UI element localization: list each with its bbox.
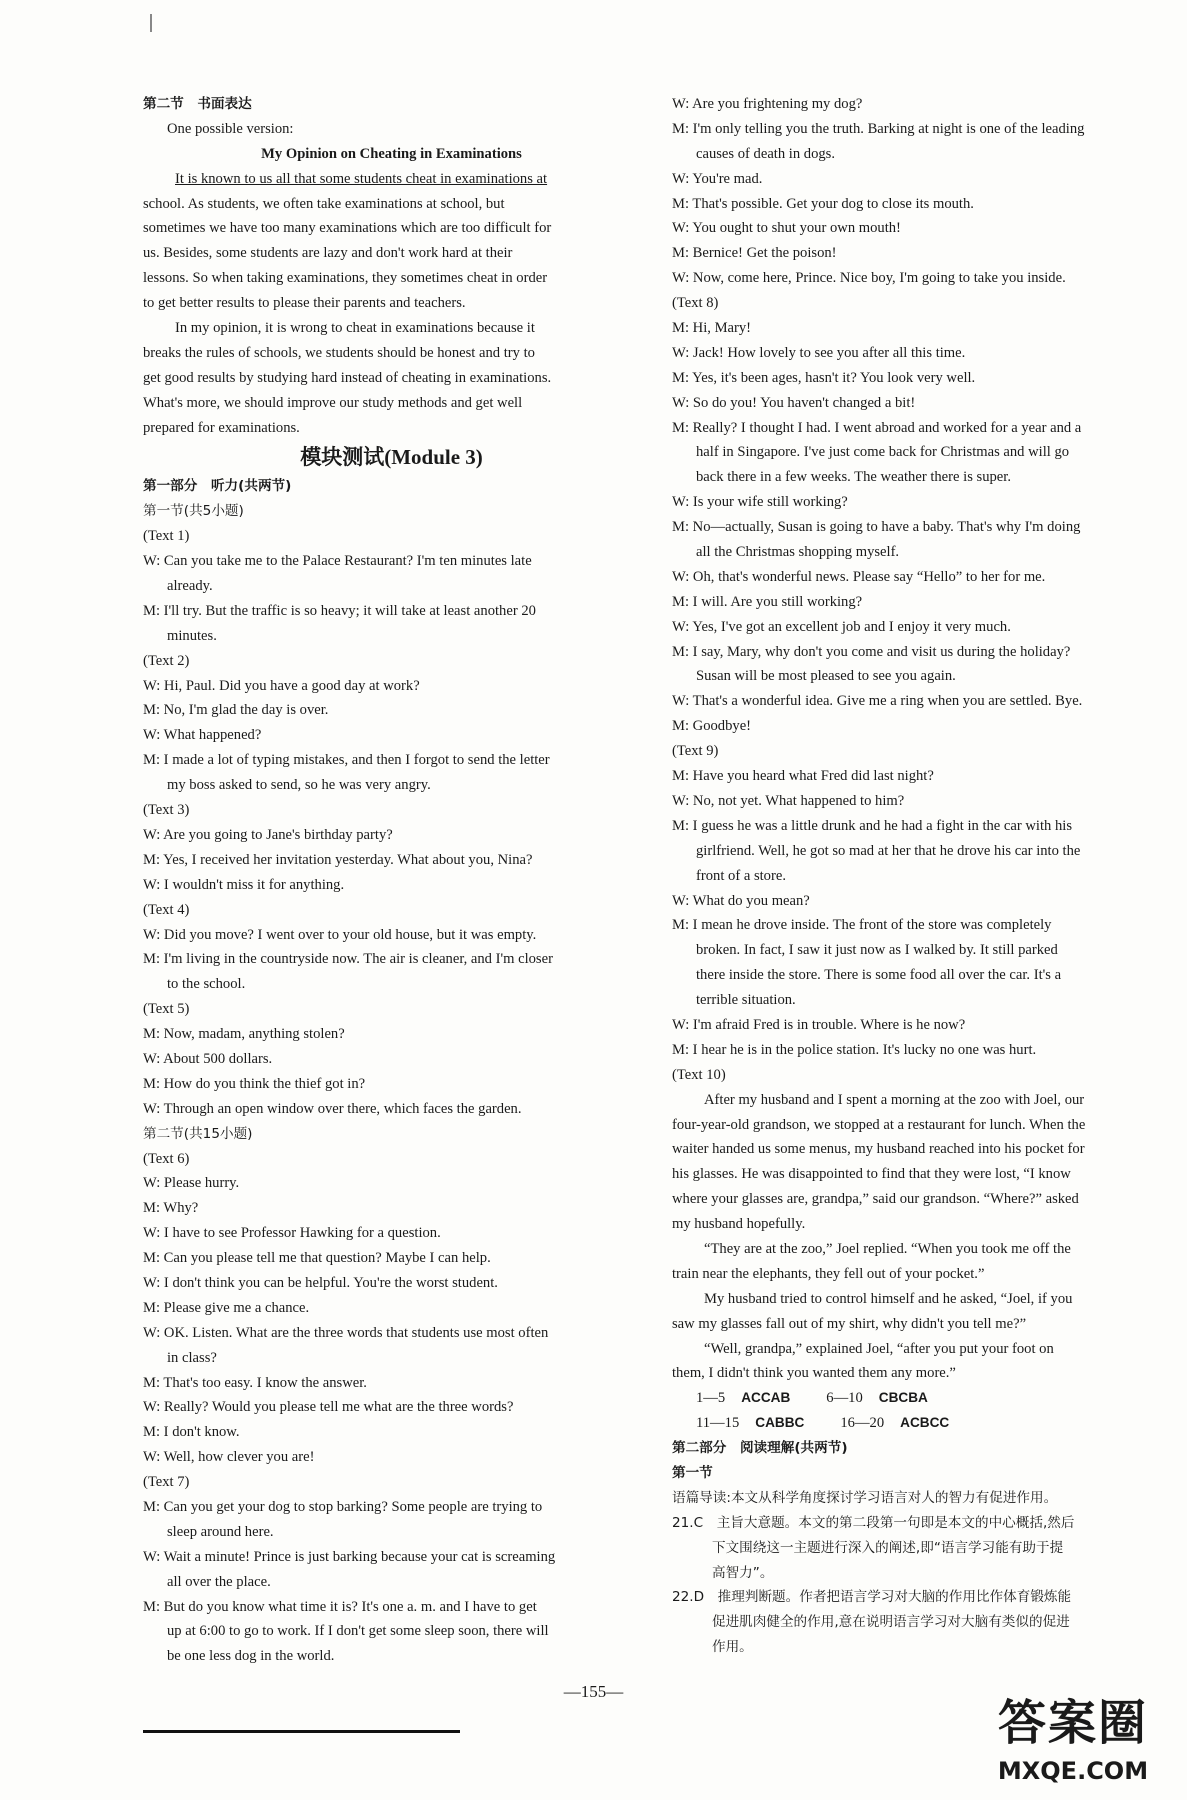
text-line: W: You're mad. [672,170,763,187]
text-line: girlfriend. Well, he got so mad at her that he drove his car into the [696,842,1081,859]
text-line: four-year-old grandson, we stopped at a restaurant for lunch. When the [672,1116,1086,1133]
text-line: lessons. So when taking examinations, they sometimes cheat in order [143,270,548,287]
text-line: minutes. [167,627,217,644]
text-line: to the school. [167,976,246,993]
text-line: (Text 10) [672,1066,726,1083]
text-line: up at 6:00 to go to work. If I don't get some sleep soon, there will [167,1623,549,1640]
text-line: M: I'll try. But the traffic is so heavy; it will take at least another 20 [143,602,536,619]
text-line: waiter handed us some menus, my husband reached into his pocket for [672,1141,1085,1158]
answer-range: 1—5 [696,1390,726,1407]
text-line: there inside the store. There is some food all over the car. It's a [696,967,1062,984]
text-line: half in Singapore. I've just come back for Christmas and will go [696,444,1070,461]
text-line: back there in a few weeks. The weather there is super. [696,469,1011,486]
text-line: M: I hear he is in the police station. It's lucky no one was hurt. [672,1041,1037,1058]
text-line: W: OK. Listen. What are the three words that students use most often [143,1324,549,1341]
text-line: 第一部分 听力(共两节) [143,478,292,495]
text-line: My husband tried to control himself and he asked, “Joel, if you [704,1290,1073,1307]
text-line: M: Can you get your dog to stop barking? Some people are trying to [143,1498,543,1515]
text-line: W: Now, come here, Prince. Nice boy, I'm going to take you inside. [672,270,1066,287]
text-line: W: I'm afraid Fred is in trouble. Where is he now? [672,1016,966,1033]
text-line: After my husband and I spent a morning at the zoo with Joel, our [704,1091,1085,1108]
text-line: M: Have you heard what Fred did last night? [672,768,934,785]
text-line: “They are at the zoo,” Joel replied. “When you took me off the [704,1240,1071,1257]
text-line: 第二节 书面表达 [143,96,252,112]
text-line: front of a store. [696,867,786,884]
text-line: M: How do you think the thief got in? [143,1075,366,1092]
bottom-rule [143,1730,460,1733]
text-line: M: That's possible. Get your dog to close its mouth. [672,195,974,212]
text-line: M: Bernice! Get the poison! [672,245,837,262]
text-line: W: So do you! You haven't changed a bit! [672,394,916,411]
answer-key-row [672,1386,1177,1411]
left-column [143,92,640,1669]
watermark-url: MXQE.COM [997,1757,1149,1785]
text-line: W: I have to see Professor Hawking for a question. [143,1225,441,1242]
text-line: them, I didn't think you wanted them any more.” [672,1365,956,1382]
text-line: (Text 3) [143,802,190,819]
text-line: (Text 2) [143,652,190,669]
text-line: W: Is your wife still working? [672,494,848,511]
text-line: M: Now, madam, anything stolen? [143,1026,345,1043]
text-line: (Text 8) [672,295,719,312]
text-line: my boss asked to send, so he was very angry. [167,777,431,794]
text-line: 促进肌肉健全的作用,意在说明语言学习对大脑有类似的促进 [712,1614,1070,1631]
text-line: sometimes we have too many examinations which are too difficult for [143,220,552,237]
text-line: to get better results to please their parents and teachers. [143,295,466,312]
text-line: W: Are you frightening my dog? [672,96,863,112]
text-line: M: Why? [143,1200,199,1217]
text-line: (Text 5) [143,1001,190,1018]
text-line: In my opinion, it is wrong to cheat in examinations because it [175,320,535,337]
text-line: 下文围绕这一主题进行深入的阐述,即“语言学习能有助于提 [712,1539,1064,1556]
text-line: causes of death in dogs. [696,145,836,162]
text-line: M: But do you know what time it is? It's one a. m. and I have to get [143,1598,537,1615]
text-line: W: That's a wonderful idea. Give me a ring when you are settled. Bye. [672,693,1083,710]
text-line: W: I don't think you can be helpful. You're the worst student. [143,1274,498,1291]
text-line: W: What happened? [143,727,262,744]
text-line: W: No, not yet. What happened to him? [672,792,905,809]
text-line: W: Wait a minute! Prince is just barking because your cat is screaming [143,1548,556,1565]
scan-mark [150,14,152,32]
text-line: It is known to us all that some students cheat in examinations at [175,170,548,187]
right-column [672,92,1177,1660]
text-line: sleep around here. [167,1523,274,1540]
text-line: 21.C 主旨大意题。本文的第二段第一句即是本文的中心概括,然后 [672,1514,1075,1531]
text-line: W: You ought to shut your own mouth! [672,220,901,237]
text-line: (Text 7) [143,1474,190,1491]
text-line: M: Yes, I received her invitation yesterday. What about you, Nina? [143,851,533,868]
text-line: 语篇导读:本文从科学角度探讨学习语言对人的智力有促进作用。 [672,1489,1058,1506]
text-line: W: Yes, I've got an excellent job and I enjoy it very much. [672,618,1011,635]
text-line: M: I don't know. [143,1424,240,1441]
text-line: M: Please give me a chance. [143,1299,310,1316]
text-line: terrible situation. [696,992,796,1009]
text-line: W: About 500 dollars. [143,1050,273,1067]
text-line: 第二部分 阅读理解(共两节) [672,1440,848,1457]
text-line: W: Can you take me to the Palace Restaurant? I'm ten minutes late [143,553,532,570]
text-line: 22.D 推理判断题。作者把语言学习对大脑的作用比作体育锻炼能 [672,1589,1072,1606]
text-line: M: No, I'm glad the day is over. [143,702,329,719]
text-line: M: That's too easy. I know the answer. [143,1374,367,1391]
text-line: M: I will. Are you still working? [672,593,863,610]
text-line: saw my glasses fall out of my shirt, why didn't you tell me?” [672,1315,1027,1332]
watermark-text: 答案圈 [997,1695,1148,1751]
text-line: M: Hi, Mary! [672,320,752,337]
text-line: W: Through an open window over there, which faces the garden. [143,1100,522,1117]
text-line: My Opinion on Cheating in Examinations [261,145,522,162]
text-line: (Text 1) [143,528,190,545]
answer-letters: CBCBA [878,1390,928,1406]
text-line: W: Really? Would you please tell me what are the three words? [143,1399,514,1416]
text-line: my husband hopefully. [672,1216,806,1233]
page-number: —155— [563,1682,624,1701]
text-line: school. As students, we often take examinations at school, but [143,195,505,212]
text-line: all over the place. [167,1573,271,1590]
text-line: where your glasses are, grandpa,” said our grandson. “Where?” asked [672,1191,1079,1208]
text-line: 第二节(共15小题) [143,1125,253,1142]
text-line: (Text 9) [672,743,719,760]
text-line: “Well, grandpa,” explained Joel, “after you put your foot on [704,1340,1054,1357]
text-line: M: I'm only telling you the truth. Barking at night is one of the leading [672,120,1085,137]
answer-range: 6—10 [826,1390,863,1407]
text-line: M: I say, Mary, why don't you come and visit us during the holiday? [672,643,1071,660]
text-line: (Text 6) [143,1150,190,1167]
text-line: One possible version: [167,120,294,137]
text-line: already. [167,578,213,595]
text-line: W: Well, how clever you are! [143,1449,315,1466]
text-line: W: Please hurry. [143,1175,240,1192]
answer-letters: ACBCC [900,1415,950,1431]
text-line: What's more, we should improve our study methods and get well [143,394,523,411]
text-line: M: I mean he drove inside. The front of the store was completely [672,917,1052,934]
text-line: M: I made a lot of typing mistakes, and then I forgot to send the letter [143,752,550,769]
text-line: in class? [167,1349,217,1366]
answer-letters: CABBC [755,1415,805,1431]
text-line: W: Hi, Paul. Did you have a good day at work? [143,677,420,694]
text-line: breaks the rules of schools, we students should be honest and try to [143,344,535,361]
text-line: 模块测试(Module 3) [300,445,483,470]
text-line: W: Jack! How lovely to see you after all this time. [672,344,966,361]
watermark-logo [988,1690,1158,1788]
text-line: W: Did you move? I went over to your old house, but it was empty. [143,926,537,943]
text-line: W: Are you going to Jane's birthday party? [143,826,393,843]
text-line: 第一节 [672,1464,713,1481]
text-line: M: No—actually, Susan is going to have a baby. That's why I'm doing [672,519,1081,536]
answer-range: 16—20 [840,1415,885,1432]
text-line: M: Can you please tell me that question? Maybe I can help. [143,1250,491,1267]
answer-range: 11—15 [696,1415,740,1432]
text-line: be one less dog in the world. [167,1648,335,1665]
text-line: W: What do you mean? [672,892,810,909]
text-line: his glasses. He was disappointed to find that they were lost, “I know [672,1166,1071,1183]
answer-key-row [672,1411,1177,1436]
text-line: 作用。 [712,1639,753,1656]
text-line: W: Oh, that's wonderful news. Please say “Hello” to her for me. [672,568,1046,585]
answer-letters: ACCAB [741,1390,791,1406]
text-line: M: Goodbye! [672,718,752,735]
text-line: broken. In fact, I saw it just now as I walked by. It still parked [696,942,1058,959]
text-line: Susan will be most pleased to see you again. [696,668,956,685]
text-line: M: I'm living in the countryside now. The air is cleaner, and I'm closer [143,951,553,968]
text-line: 第一节(共5小题) [143,503,244,520]
text-line: M: Yes, it's been ages, hasn't it? You look very well. [672,369,976,386]
text-line: get good results by studying hard instead of cheating in examinations. [143,369,552,386]
text-line: M: I guess he was a little drunk and he had a fight in the car with his [672,817,1073,834]
text-line: (Text 4) [143,901,190,918]
text-line: train near the elephants, they fell out of your pocket.” [672,1265,985,1282]
text-line: 高智力”。 [712,1564,774,1581]
text-line: W: I wouldn't miss it for anything. [143,876,345,893]
text-line: prepared for examinations. [143,419,300,436]
text-line: us. Besides, some students are lazy and don't work hard at their [143,245,513,262]
text-line: all the Christmas shopping myself. [696,544,900,561]
text-line: M: Really? I thought I had. I went abroad and worked for a year and a [672,419,1082,436]
